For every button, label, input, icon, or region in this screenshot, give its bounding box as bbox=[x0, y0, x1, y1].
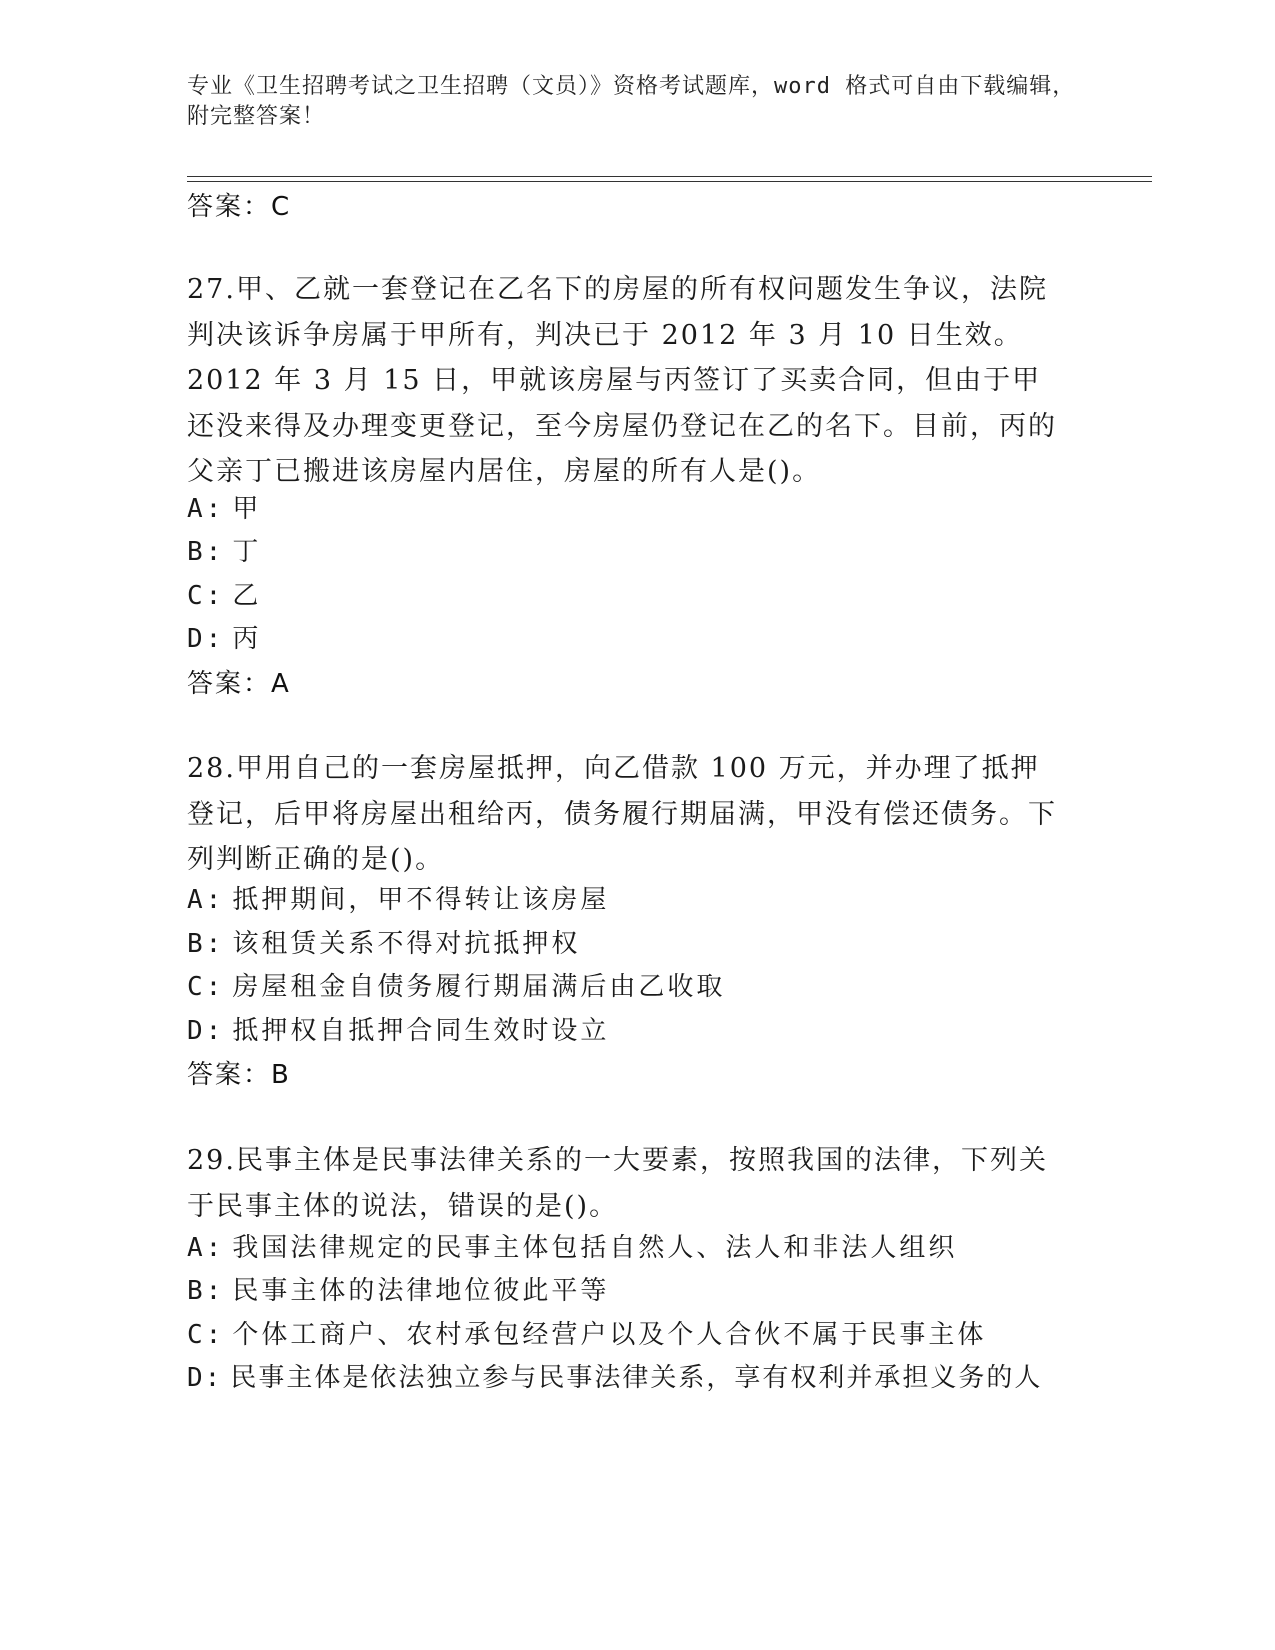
option-label: B: bbox=[187, 1276, 225, 1306]
option-label: D: bbox=[187, 624, 225, 654]
option-label: D: bbox=[187, 1016, 225, 1046]
question-28-answer: 答案：B bbox=[187, 1060, 291, 1090]
option-text: 抵押期间，甲不得转让该房屋 bbox=[232, 885, 610, 915]
question-29-option-a bbox=[187, 1231, 1087, 1265]
question-27-option-d bbox=[187, 622, 1087, 656]
option-label: C: bbox=[187, 581, 225, 611]
option-label: A: bbox=[187, 1233, 225, 1263]
answer-previous: 答案：C bbox=[187, 192, 292, 222]
question-29-option-d bbox=[187, 1361, 1087, 1395]
option-text: 丙 bbox=[232, 624, 262, 654]
option-text: 乙 bbox=[232, 581, 262, 611]
option-label: C: bbox=[187, 1320, 225, 1350]
option-text: 个体工商户、农村承包经营户以及个人合伙不属于民事主体 bbox=[232, 1320, 987, 1350]
option-text: 我国法律规定的民事主体包括自然人、法人和非法人组织 bbox=[232, 1233, 958, 1263]
question-27-option-b bbox=[187, 535, 1087, 569]
question-28-option-a bbox=[187, 883, 1087, 917]
question-28-option-c bbox=[187, 970, 1087, 1004]
header-rule-top bbox=[187, 176, 1152, 177]
option-text: 民事主体的法律地位彼此平等 bbox=[232, 1276, 610, 1306]
option-label: A: bbox=[187, 885, 225, 915]
question-27-stem: 27.甲、乙就一套登记在乙名下的房屋的所有权问题发生争议，法院判决该诉争房属于甲所有，判决已于 2012 年 3 月 10 日生效。2012 年 3 月 15 日，甲就该房屋与丙签订了买卖合同，但由于甲还没来得及办理变更登记，至今房屋仍登记在乙的名下。目前，丙的父亲丁已搬进该房屋内居住，房屋的所有人是()。 bbox=[187, 274, 1057, 487]
option-label: C: bbox=[187, 972, 225, 1002]
question-29-stem: 29.民事主体是民事法律关系的一大要素，按照我国的法律，下列关于民事主体的说法，错误的是()。 bbox=[187, 1145, 1048, 1222]
option-label: D: bbox=[187, 1363, 223, 1393]
option-label: B: bbox=[187, 537, 225, 567]
option-text: 民事主体是依法独立参与民事法律关系，享有权利并承担义务的人 bbox=[230, 1363, 1043, 1393]
header-rule-bottom bbox=[187, 181, 1152, 182]
question-28-option-b bbox=[187, 927, 1087, 961]
option-label: A: bbox=[187, 494, 225, 524]
question-28-option-d bbox=[187, 1014, 1087, 1048]
question-29-option-c bbox=[187, 1318, 1087, 1352]
question-27-option-a bbox=[187, 492, 1087, 526]
option-text: 抵押权自抵押合同生效时设立 bbox=[232, 1016, 610, 1046]
option-label: B: bbox=[187, 929, 225, 959]
question-27-answer: 答案：A bbox=[187, 669, 291, 699]
question-29-option-b bbox=[187, 1274, 1087, 1308]
question-27-option-c bbox=[187, 579, 1087, 613]
option-text: 丁 bbox=[232, 537, 262, 567]
option-text: 该租赁关系不得对抗抵押权 bbox=[232, 929, 581, 959]
question-28-stem: 28.甲用自己的一套房屋抵押，向乙借款 100 万元，并办理了抵押登记，后甲将房屋出租给丙，债务履行期届满，甲没有偿还债务。下列判断正确的是()。 bbox=[187, 753, 1057, 875]
option-text: 甲 bbox=[232, 494, 262, 524]
option-text: 房屋租金自债务履行期届满后由乙收取 bbox=[232, 972, 726, 1002]
document-header: 专业《卫生招聘考试之卫生招聘（文员）》资格考试题库，word 格式可自由下载编辑，附完整答案！ bbox=[187, 74, 1076, 129]
